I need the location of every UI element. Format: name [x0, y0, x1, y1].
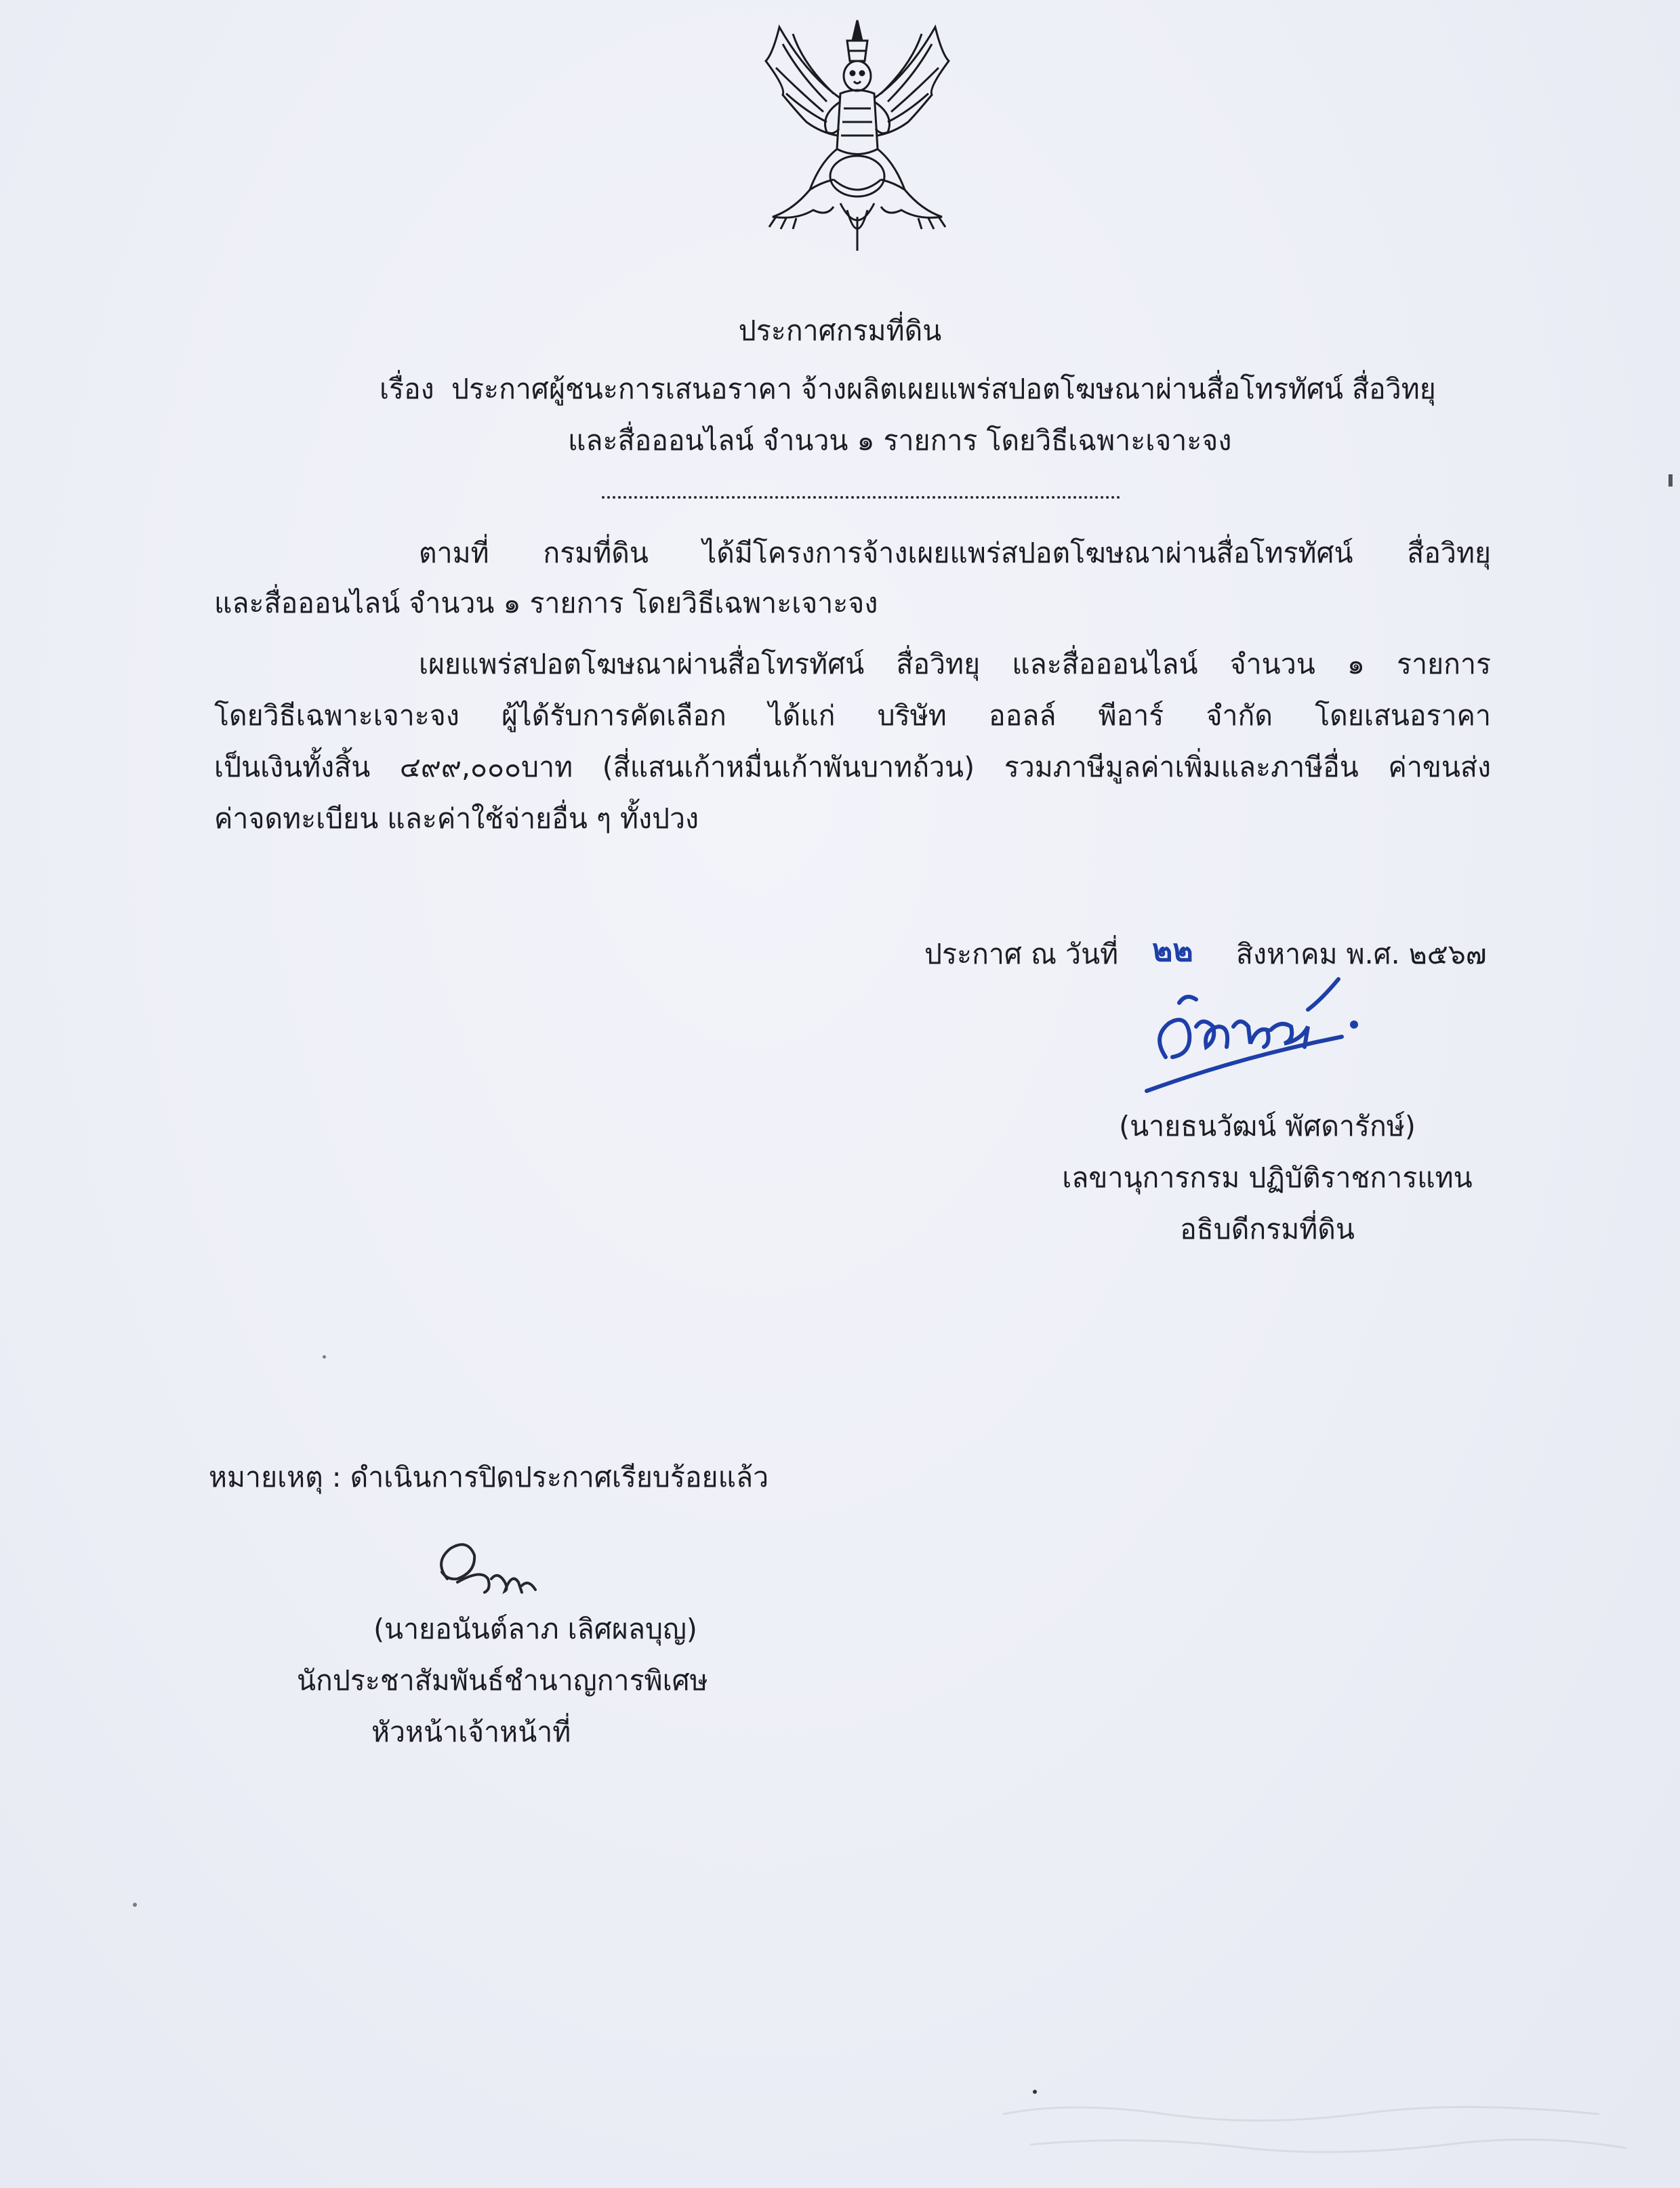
officer-position-1: นักประชาสัมพันธ์ชำนาญการพิเศษ [297, 1664, 708, 1697]
announcement-day-handwritten: ๒๒ [1152, 932, 1193, 968]
paragraph-2-line-2: โดยวิธีเฉพาะเจาะจง ผู้ได้รับการคัดเลือก ได้แก่ บริษัท ออลล์ พีอาร์ จำกัด โดยเสนอราคา [214, 699, 1491, 732]
garuda-emblem-icon [745, 14, 969, 257]
scan-speck [133, 1903, 137, 1907]
officer-name: (นายอนันต์ลาภ เลิศผลบุญ) [373, 1613, 697, 1645]
officer-signature [427, 1525, 549, 1606]
bleed-through-mark [989, 2094, 1640, 2175]
signatory-position-2: อธิบดีกรมที่ดิน [1180, 1213, 1355, 1245]
officer-position-2: หัวหน้าเจ้าหน้าที่ [371, 1716, 571, 1748]
scan-speck [323, 1355, 326, 1359]
document-title: ประกาศกรมที่ดิน [738, 314, 942, 347]
scan-edge-mark [1668, 474, 1673, 487]
subject-line-2: และสื่อออนไลน์ จำนวน ๑ รายการ โดยวิธีเฉพาะเจาะจง [568, 424, 1232, 457]
paragraph-2-line-1: เผยแพร่สปอตโฆษณาผ่านสื่อโทรทัศน์ สื่อวิทยุ และสื่อออนไลน์ จำนวน ๑ รายการ [419, 648, 1491, 680]
signatory-signature [1139, 962, 1369, 1098]
announcement-month-year: สิงหาคม พ.ศ. ๒๕๖๗ [1236, 938, 1487, 970]
note-text: หมายเหตุ : ดำเนินการปิดประกาศเรียบร้อยแล้ว [209, 1461, 769, 1493]
signatory-position-1: เลขานุการกรม ปฏิบัติราชการแทน [1062, 1161, 1473, 1194]
paragraph-2-line-4: ค่าจดทะเบียน และค่าใช้จ่ายอื่น ๆ ทั้งปวง [214, 802, 699, 835]
announcement-prefix: ประกาศ ณ วันที่ [924, 938, 1119, 970]
paragraph-2-line-3: เป็นเงินทั้งสิ้น ๔๙๙,๐๐๐บาท (สี่แสนเก้าหมื่นเก้าพันบาทถ้วน) รวมภาษีมูลค่าเพิ่มและภาษีอื่น ค่าขนส่ง [214, 751, 1491, 783]
subject-label: เรื่อง [380, 373, 434, 405]
paragraph-1-line-1: ตามที่ กรมที่ดิน ได้มีโครงการจ้างเผยแพร่สปอตโฆษณาผ่านสื่อโทรทัศน์ สื่อวิทยุ [419, 537, 1491, 569]
subject-line-1: ประกาศผู้ชนะการเสนอราคา จ้างผลิตเผยแพร่สปอตโฆษณาผ่านสื่อโทรทัศน์ สื่อวิทยุ [451, 373, 1436, 405]
paragraph-1-line-2: และสื่อออนไลน์ จำนวน ๑ รายการ โดยวิธีเฉพาะเจาะจง [214, 587, 878, 619]
signatory-name: (นายธนวัฒน์ พัศดารักษ์) [1119, 1110, 1416, 1142]
separator-dots [602, 496, 1120, 499]
